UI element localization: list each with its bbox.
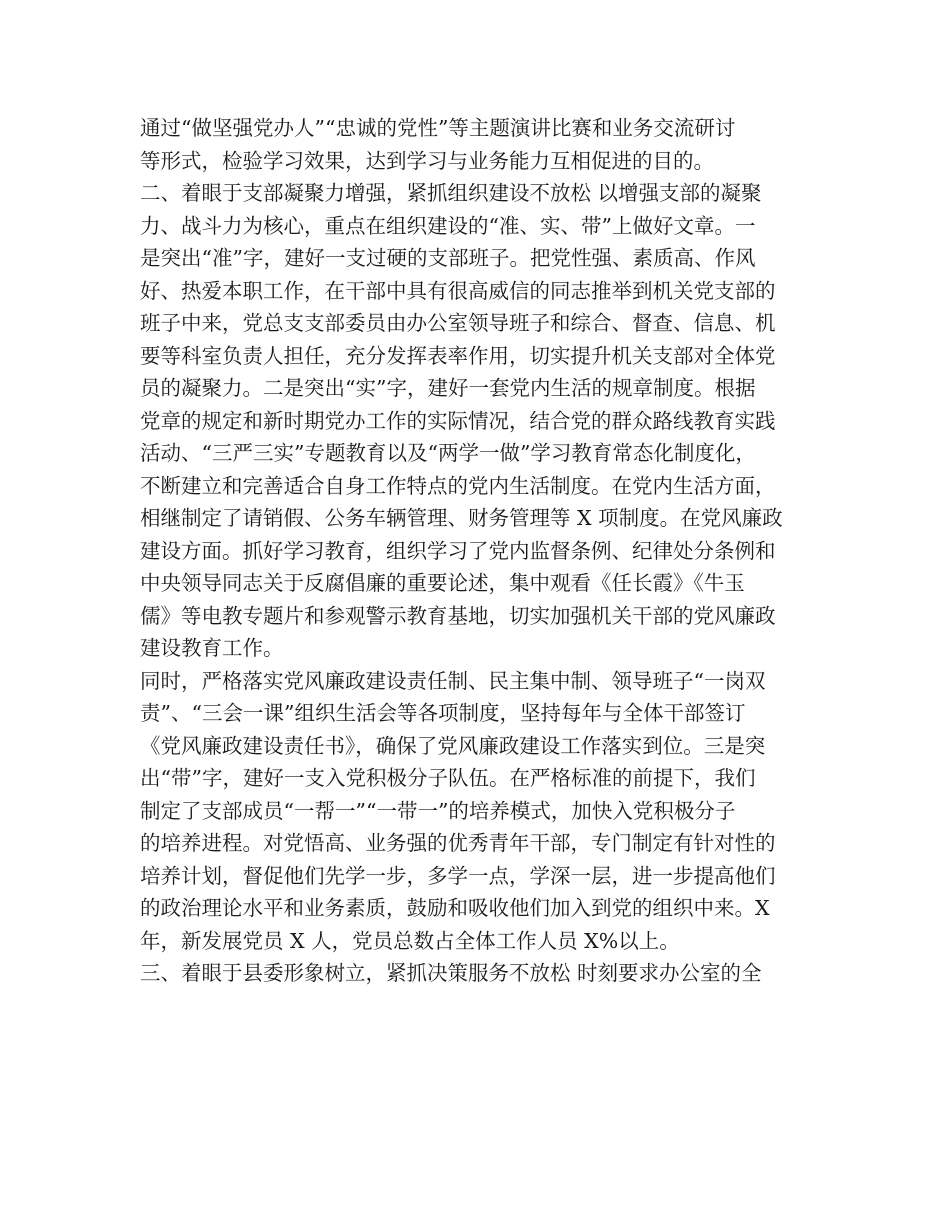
text-line: 培养计划，督促他们先学一步，多学一点，学深一层，进一步提高他们 [140, 863, 776, 888]
text-line: 不断建立和完善适合自身工作特点的党内生活制度。在党内生活方面， [140, 473, 776, 498]
text-line: 儒》等电教专题片和参观警示教育基地，切实加强机关干部的党风廉政 [140, 603, 776, 628]
text-line: 制定了支部成员“一帮一”“一带一”的培养模式，加快入党积极分子 [140, 798, 736, 823]
text-line: 的政治理论水平和业务素质，鼓励和吸收他们加入到党的组织中来。X [140, 896, 770, 920]
text-line: 的培养进程。对党悟高、业务强的优秀青年干部，专门制定有针对性的 [140, 831, 776, 855]
text-line: 建设方面。抓好学习教育，组织学习了党内监督条例、纪律处分条例和 [140, 538, 776, 563]
text-line: 出“带”字，建好一支入党积极分子队伍。在严格标准的前提下，我们 [140, 766, 756, 790]
text-line: 《党风廉政建设责任书》，确保了党风廉政建设工作落实到位。三是突 [140, 733, 766, 758]
text-line: 好、热爱本职工作，在干部中具有很高威信的同志推举到机关党支部的 [140, 278, 776, 303]
text-line: 相继制定了请销假、公务车辆管理、财务管理等 X 项制度。在党风廉政 [140, 506, 783, 530]
text-line: 党章的规定和新时期党办工作的实际情况，结合党的群众路线教育实践 [140, 408, 776, 433]
text-line: 等形式，检验学习效果，达到学习与业务能力互相促进的目的。 [140, 148, 714, 173]
text-line: 建设教育工作。 [140, 636, 284, 660]
text-line: 年，新发展党员 X 人，党员总数占全体工作人员 X%以上。 [140, 928, 680, 953]
text-line: 中央领导同志关于反腐倡廉的重要论述，集中观看《任长霞》《牛玉 [140, 571, 745, 595]
text-line: 同时，严格落实党风廉政建设责任制、民主集中制、领导班子“一岗双 [140, 668, 766, 693]
text-line: 班子中来，党总支支部委员由办公室领导班子和综合、督查、信息、机 [140, 311, 776, 335]
text-line: 责”、“三会一课”组织生活会等各项制度，坚持每年与全体干部签订 [140, 701, 746, 725]
section-heading-line: 二、着眼于支部凝聚力增强，紧抓组织建设不放松 以增强支部的凝聚 [140, 181, 762, 205]
text-line: 是突出“准”字，建好一支过硬的支部班子。把党性强、素质高、作风 [140, 246, 756, 270]
text-line: 活动、“三严三实”专题教育以及“两学一做”学习教育常态化制度化， [140, 441, 756, 465]
text-line: 通过“做坚强党办人”“忠诚的党性”等主题演讲比赛和业务交流研讨 [140, 116, 736, 140]
text-line: 力、战斗力为核心，重点在组织建设的“准、实、带”上做好文章。一 [140, 213, 756, 238]
text-line: 员的凝聚力。二是突出“实”字，建好一套党内生活的规章制度。根据 [140, 376, 756, 400]
text-line: 要等科室负责人担任，充分发挥表率作用，切实提升机关支部对全体党 [140, 343, 776, 368]
section-heading-line: 三、着眼于县委形象树立，紧抓决策服务不放松 时刻要求办公室的全 [140, 961, 762, 985]
body-text [140, 112, 820, 990]
